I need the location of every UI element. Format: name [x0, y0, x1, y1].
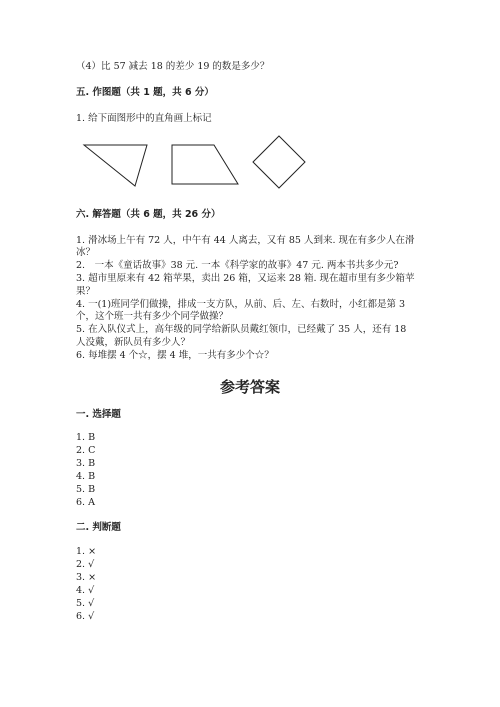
- section6-heading: 六. 解答题（共 6 题，共 26 分）: [76, 209, 221, 220]
- section5-heading: 五. 作图题（共 1 题，共 6 分）: [76, 87, 214, 98]
- trapezoid-figure: [172, 145, 238, 184]
- answers-section1-heading: 一. 选择题: [76, 409, 121, 420]
- section6-line: 4. 一(1)班同学们做操，排成一支方队，从前、后、左、右数时，小红都是第 3: [76, 299, 406, 310]
- answer-item: 6. √: [76, 611, 95, 622]
- section6-line: 6. 每堆摆 4 个☆，摆 4 堆，一共有多少个☆？: [76, 350, 274, 361]
- answer-item: 2. √: [76, 559, 95, 570]
- section6-line: 冰？: [76, 247, 96, 258]
- section6-line: 果？: [76, 286, 96, 297]
- section6-line: 3. 超市里原来有 42 箱苹果，卖出 26 箱，又运来 28 箱. 现在超市里有多少箱苹: [76, 273, 415, 284]
- previous-question: （4）比 57 减去 18 的差少 19 的数是多少？: [76, 61, 270, 72]
- answers-section2-heading: 二. 判断题: [76, 522, 121, 533]
- section6-line: 1. 滑冰场上午有 72 人，中午有 44 人离去，又有 85 人到来. 现在有多少人在滑: [76, 235, 415, 246]
- section6-line: 人没戴，新队员有多少人？: [76, 337, 191, 348]
- answer-item: 4. √: [76, 585, 95, 596]
- answer-item: 2. C: [76, 445, 96, 456]
- section5-question: 1. 给下面图形中的直角画上标记: [76, 113, 212, 124]
- section6-line: 2. 一本《童话故事》38 元. 一本《科学家的故事》47 元. 两本书共多少元?: [76, 260, 399, 271]
- answer-item: 3. B: [76, 458, 96, 469]
- right-triangle-figure: [84, 145, 147, 186]
- square-diamond-figure: [253, 136, 305, 188]
- section6-line: 5. 在入队仪式上，高年级的同学给新队员戴红领巾，已经戴了 35 人，还有 18: [76, 324, 407, 335]
- answers-title: 参考答案: [219, 378, 280, 396]
- answer-item: 5. √: [76, 598, 95, 609]
- answer-item: 1. ×: [76, 546, 97, 557]
- answer-item: 1. B: [76, 432, 96, 443]
- answer-item: 6. A: [76, 497, 95, 508]
- answer-item: 4. B: [76, 471, 96, 482]
- answer-item: 5. B: [76, 484, 96, 495]
- section6-line: 个，这个班一共有多少个同学做操？: [76, 311, 229, 322]
- answer-item: 3. ×: [76, 572, 97, 583]
